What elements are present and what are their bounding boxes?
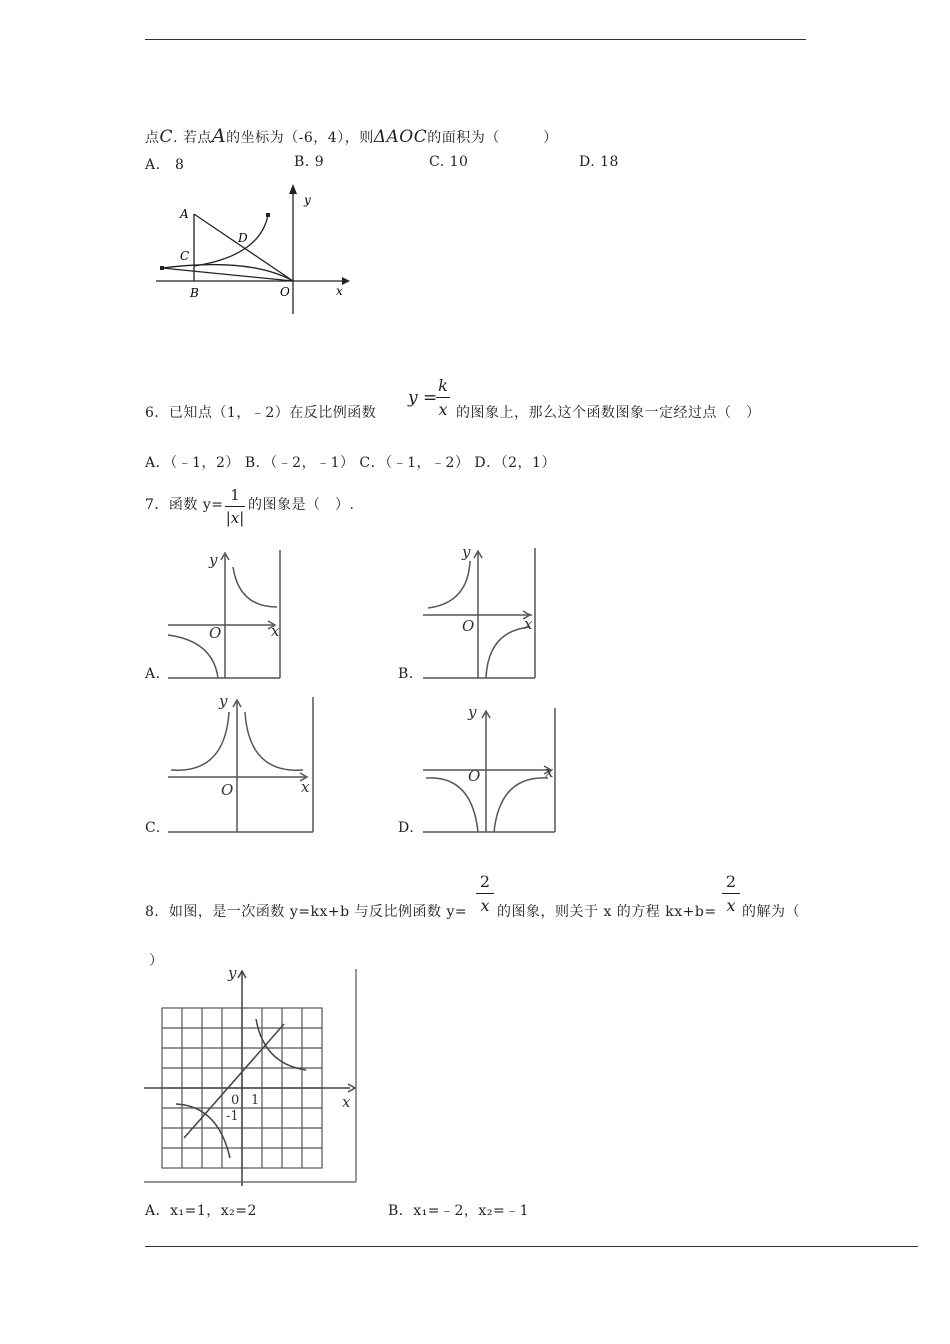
q7-denominator: |x| bbox=[225, 509, 245, 527]
q8-fraction-bar-2 bbox=[722, 893, 740, 894]
q7-option-c-label: C. bbox=[145, 820, 161, 836]
q5-x-arrow bbox=[342, 277, 350, 285]
q6-denominator: x bbox=[438, 400, 448, 419]
q5-segment-ao bbox=[194, 214, 293, 281]
q7-option-a-label: A. bbox=[145, 666, 161, 682]
q5-label-d: D bbox=[238, 231, 248, 245]
q5-line1 bbox=[145, 125, 558, 147]
q7-fraction bbox=[225, 486, 245, 527]
q5-curve-cd bbox=[194, 215, 268, 266]
q8-fraction-bar-1 bbox=[476, 893, 494, 894]
q5-line-co bbox=[162, 268, 293, 281]
q7-numerator: 1 bbox=[230, 486, 240, 504]
q7b-label-y: y bbox=[462, 543, 471, 561]
q5-y-arrow bbox=[289, 184, 297, 194]
q7b-label-o: O bbox=[462, 617, 475, 635]
q8-figure bbox=[144, 964, 362, 1186]
q7-fraction-bar bbox=[225, 506, 245, 507]
q8-numerator-2: 2 bbox=[725, 872, 737, 891]
q7-graph-b bbox=[420, 543, 540, 680]
q7c-curve-right bbox=[245, 712, 303, 770]
q5-coord: 的坐标为（-6，4），则 bbox=[226, 130, 374, 146]
q5-label-x: x bbox=[336, 284, 343, 298]
q8-label-y: y bbox=[228, 964, 237, 982]
q8-option-a: A．x₁=1，x₂=2 bbox=[145, 1203, 257, 1219]
q5-figure bbox=[150, 182, 360, 318]
q7d-label-y: y bbox=[468, 703, 477, 721]
q7c-label-y: y bbox=[219, 692, 228, 710]
q6-suffix: 的图象上，那么这个函数图象一定经过点（ ） bbox=[456, 405, 761, 421]
bottom-rule bbox=[145, 1246, 918, 1247]
q5-option-d: D. 18 bbox=[579, 154, 619, 170]
q7-option-d-label: D. bbox=[398, 820, 415, 836]
q8-denominator-1: x bbox=[480, 896, 490, 915]
q7-suffix: 的图象是（ ）. bbox=[248, 497, 355, 513]
q6-fraction bbox=[436, 376, 450, 419]
q5-label-c: C bbox=[180, 249, 190, 263]
q7-graph-d bbox=[420, 703, 560, 834]
q8-label-one: 1 bbox=[251, 1093, 260, 1108]
q7c-label-o: O bbox=[221, 781, 234, 799]
top-rule bbox=[145, 39, 806, 40]
q7b-curve-q4 bbox=[486, 627, 530, 678]
q6-y-eq: y = bbox=[408, 388, 438, 408]
q6-options: A．（﹣1，2） B．（﹣2，﹣1） C．（﹣1，﹣2） D．（2，1） bbox=[145, 455, 556, 471]
q8-middle: 的图象，则关于 x 的方程 kx+b= bbox=[497, 904, 717, 920]
q5-mid: . 若点 bbox=[173, 130, 212, 146]
q7d-curve-left bbox=[426, 778, 478, 832]
q7a-label-x: x bbox=[271, 622, 280, 640]
q5-option-c: C. 10 bbox=[429, 154, 469, 170]
q8-fraction-2 bbox=[722, 872, 740, 915]
q7-graph-c bbox=[165, 692, 317, 834]
q5-label-b: B bbox=[190, 286, 199, 300]
q8-prefix: 8．如图，是一次函数 y=kx+b 与反比例函数 y= bbox=[145, 904, 468, 920]
q5-prefix: 点 bbox=[145, 130, 160, 146]
q5-suffix: 的面积为（ ） bbox=[427, 130, 558, 146]
q5-point-c: C bbox=[159, 127, 174, 147]
q7d-label-x: x bbox=[545, 763, 554, 781]
q7b-label-x: x bbox=[524, 615, 533, 633]
q7a-curve-q1 bbox=[233, 567, 277, 607]
q7-graph-a bbox=[165, 545, 285, 680]
q8-label-minus-one: -1 bbox=[226, 1109, 239, 1124]
q5-endpoint-left bbox=[160, 266, 164, 270]
q8-line2: ） bbox=[149, 953, 164, 969]
q5-label-o: O bbox=[280, 285, 290, 299]
q6-prefix: 6．已知点（1，﹣2）在反比例函数 bbox=[145, 405, 377, 421]
q5-label-a: A bbox=[180, 207, 189, 221]
q5-endpoint-right bbox=[266, 213, 270, 217]
q5-option-b: B. 9 bbox=[294, 154, 325, 170]
q7c-curve-left bbox=[171, 712, 229, 770]
q7b-curve-q2 bbox=[428, 561, 470, 608]
q5-point-a: A bbox=[211, 125, 227, 147]
q6-numerator: k bbox=[438, 376, 448, 395]
q5-triangle: ΔAOC bbox=[373, 127, 428, 147]
q7-option-b-label: B. bbox=[398, 666, 414, 682]
q8-suffix: 的解为（ bbox=[742, 904, 800, 920]
q7a-label-o: O bbox=[209, 624, 222, 642]
q5-label-y: y bbox=[304, 193, 311, 207]
q6-fraction-bar bbox=[436, 397, 450, 398]
q7-prefix: 7．函数 y= bbox=[145, 497, 224, 513]
q8-option-b: B．x₁=﹣2，x₂=﹣1 bbox=[388, 1203, 530, 1219]
q8-label-zero: 0 bbox=[231, 1093, 240, 1108]
q8-numerator-1: 2 bbox=[479, 872, 491, 891]
q7a-label-y: y bbox=[209, 551, 218, 569]
q7d-label-o: O bbox=[468, 767, 481, 785]
q8-fraction-1 bbox=[476, 872, 494, 915]
q8-label-x: x bbox=[342, 1093, 351, 1111]
q7c-label-x: x bbox=[301, 778, 310, 796]
q8-denominator-2: x bbox=[726, 896, 736, 915]
q5-option-a: A. 8 bbox=[145, 157, 185, 173]
q7d-curve-right bbox=[494, 778, 548, 832]
